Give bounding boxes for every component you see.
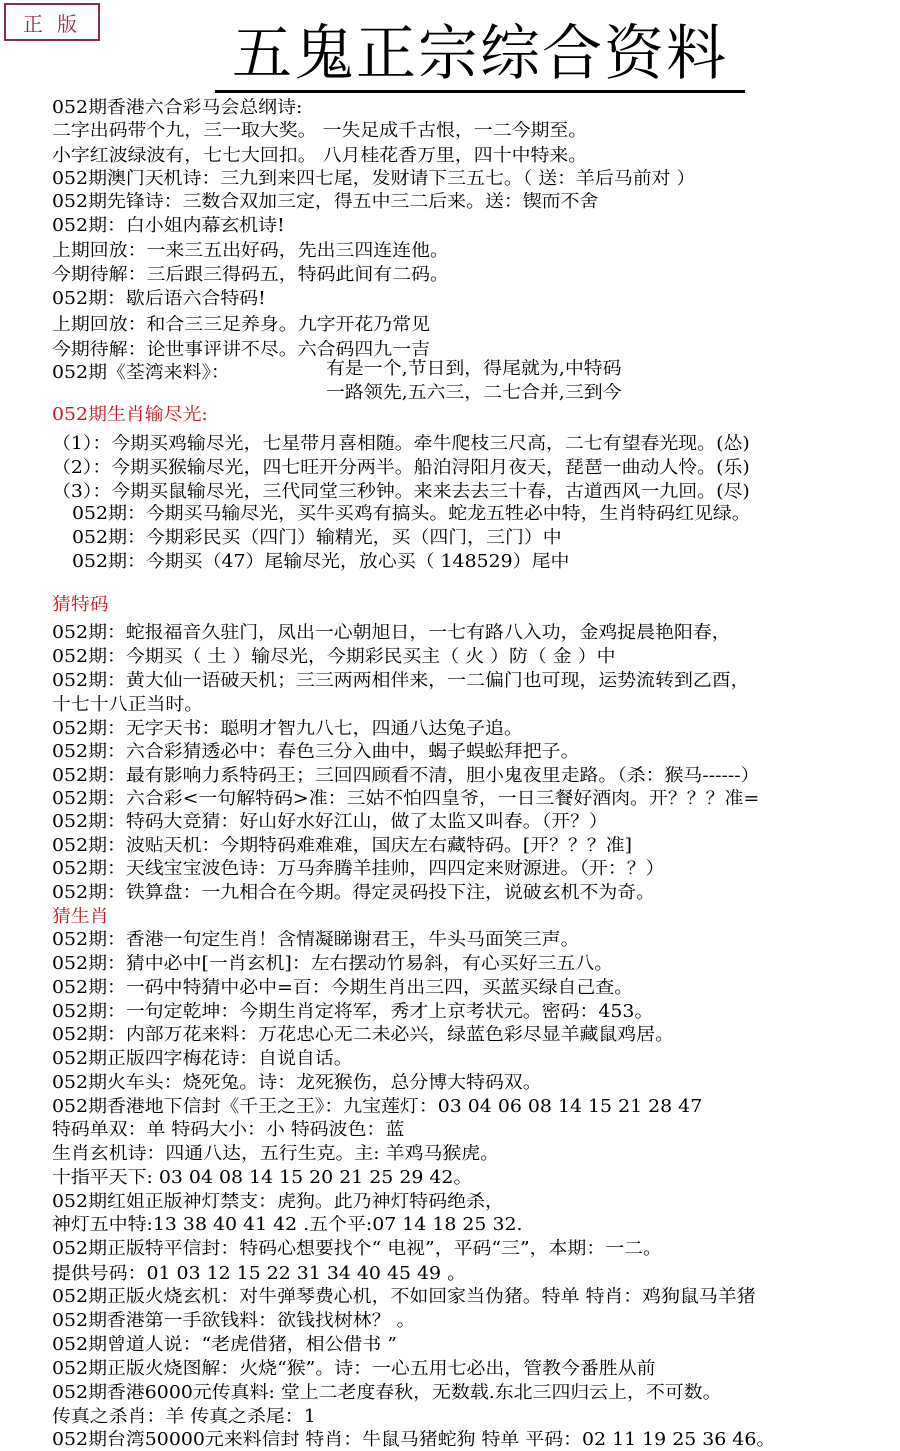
text-line: 特码单双：单 特码大小：小 特码波色：蓝: [52, 1120, 405, 1140]
text-line: 052期：今期买马输尽光，买牛买鸡有搞头。蛇龙五牲必中特，生肖特码红见绿。: [72, 504, 751, 524]
section-heading: 猜生肖: [52, 907, 109, 927]
text-line: 052期：最有影响力系特码王；三回四顾看不清，胆小鬼夜里走路。（杀：猴马------）: [52, 766, 760, 786]
page-title: 五鬼正宗综合资料: [232, 19, 728, 89]
text-line: （1）：今期买鸡输尽光，七星带月喜相随。牵牛爬枝三尺高，二七有望春光现。(怂): [52, 434, 750, 454]
text-line: 052期香港第一手欲钱料：欲钱找树林？ 。: [52, 1311, 416, 1331]
text-line: 052期正版火烧玄机：对牛弹琴费心机，不如回家当伪猪。特单 特肖：鸡狗鼠马羊猪: [52, 1287, 756, 1307]
text-line: 上期回放：和合三三足养身。九字开花乃常见: [52, 315, 430, 335]
text-line: 052期：无字天书：聪明才智九八七，四通八达兔子追。: [52, 719, 523, 739]
text-line: 传真之杀肖：羊 传真之杀尾：1: [52, 1407, 316, 1427]
text-line: 052期：香港一句定生肖！含情凝睇谢君王，牛头马面笑三声。: [52, 930, 580, 950]
text-line: 052期：内部万花来料：万花忠心无二未必兴，绿蓝色彩尽显羊藏鼠鸡居。: [52, 1025, 674, 1045]
text-line: 052期：铁算盘：一九相合在今期。得定灵码投下注，说破玄机不为奇。: [52, 883, 656, 903]
text-line: 十七十八正当时。: [52, 695, 204, 715]
text-line: （3）：今期买鼠输尽光，三代同堂三秒钟。来来去去三十春，古道西风一九回。(尽): [52, 482, 750, 502]
text-line: 一路领先,五六三，二七合并,三到今: [326, 383, 622, 403]
text-line: 小字红波绿波有，七七大回扣。 八月桂花香万里，四十中特来。: [52, 146, 588, 166]
text-line: 二字出码带个九，三一取大奖。 一失足成千古恨，一二今期至。: [52, 121, 588, 141]
text-line: （2）：今期买猴输尽光，四七旺开分两半。船泊浔阳月夜天，琵琶一曲动人怜。(乐): [52, 458, 750, 478]
text-line: 上期回放：一来三五出好码，先出三四连连他。: [52, 241, 449, 261]
text-line: 052期香港地下信封《千王之王》：九宝莲灯：03 04 06 08 14 15 21 28 47: [52, 1097, 703, 1117]
text-line: 生肖玄机诗：四通八达，五行生克。主: 羊鸡马猴虎。: [52, 1144, 500, 1164]
text-line: 052期正版特平信封：特码心想要找个“ 电视”，平码“三”，本期：一二。: [52, 1239, 662, 1259]
text-line: 052期：今期彩民买（四门）输精光，买（四门，三门）中: [72, 528, 562, 548]
text-line: 052期：蛇报福音久驻门，凤出一心朝旭日，一七有路八入功，金鸡捉晨艳阳春，: [52, 623, 731, 643]
text-line: 052期先锋诗：三数合双加三定，得五中三二后来。送：锲而不舍: [52, 192, 599, 212]
text-line: 052期正版火烧图解：火烧“猴”。诗：一心五用七必出，管教今番胜从前: [52, 1359, 656, 1379]
text-line: 052期火车头：烧死兔。诗：龙死猴伤，总分博大特码双。: [52, 1073, 542, 1093]
text-line: 052期：猜中必中[一肖玄机]：左右摆动竹易斜，有心买好三五八。: [52, 954, 614, 974]
text-line: 052期《荃湾来料》：: [52, 363, 230, 383]
text-line: 052期曾道人说：“老虎借猪，相公借书 ”: [52, 1335, 397, 1355]
text-line: 052期：六合彩<一句解特码>准：三姑不怕四皇爷，一日三餐好酒肉。开？？？准=: [52, 789, 760, 809]
text-line: 神灯五中特:13 38 40 41 42 .五个平:07 14 18 25 32.: [52, 1215, 523, 1235]
text-line: 052期正版四字梅花诗：自说自话。: [52, 1049, 353, 1069]
text-line: 052期澳门天机诗：三九到来四七尾，发财请下三五七。（ 送：羊后马前对 ）: [52, 169, 696, 189]
text-line: 052期：六合彩猜透必中：春色三分入曲中，蝎子蜈蚣拜把子。: [52, 742, 580, 762]
text-line: 052期：今期买（ 土 ）输尽光，今期彩民买主（ 火 ）防（ 金 ）中: [52, 647, 616, 667]
text-line: 052期红姐正版神灯禁支：虎狗。此乃神灯特码绝杀，: [52, 1192, 504, 1212]
section-heading: 052期生肖输尽光:: [52, 405, 208, 425]
text-line: 今期待解：三后跟三得码五，特码此间有二码。: [52, 265, 449, 285]
text-line: 052期：天线宝宝波色诗：万马奔腾羊挂帅，四四定来财源进。（开：？）: [52, 859, 665, 879]
text-line: 提供号码：01 03 12 15 22 31 34 40 45 49 。: [52, 1264, 466, 1284]
text-line: 052期：一句定乾坤：今期生肖定将军，秀才上京考状元。密码：453。: [52, 1002, 654, 1022]
section-heading: 猜特码: [52, 595, 109, 615]
text-line: 052期：黄大仙一语破天机；三三两两相伴来，一二偏门也可现，运势流转到乙酉，: [52, 671, 750, 691]
text-line: 052期：白小姐内幕玄机诗!: [52, 216, 285, 236]
text-line: 052期香港6000元传真料: 堂上二老度春秋，无数载.东北三四归云上，不可数。: [52, 1383, 722, 1403]
genuine-badge: 正 版: [4, 3, 100, 41]
text-line: 052期：歇后语六合特码!: [52, 289, 266, 309]
text-line: 十指平天下: 03 04 08 14 15 20 21 25 29 42。: [52, 1168, 473, 1188]
text-line: 052期台湾50000元来料信封 特肖：牛鼠马猪蛇狗 特单 平码：02 11 19 25 36 46。: [52, 1430, 776, 1450]
text-line: 052期：波贴天机：今期特码难难难，国庆左右藏特码。[开？？？准]: [52, 836, 633, 856]
text-line: 052期香港六合彩马会总纲诗:: [52, 98, 303, 118]
text-line: 有是一个,节日到，得尾就为,中特码: [326, 359, 622, 379]
text-line: 今期待解：论世事评讲不尽。六合码四九一吉: [52, 340, 430, 360]
text-line: 052期：今期买（47）尾输尽光，放心买（ 148529）尾中: [72, 552, 570, 572]
text-line: 052期：特码大竞猜：好山好水好江山，做了太监又叫春。（开？）: [52, 812, 608, 832]
text-line: 052期：一码中特猜中必中=百：今期生肖出三四，买蓝买绿自己查。: [52, 978, 634, 998]
